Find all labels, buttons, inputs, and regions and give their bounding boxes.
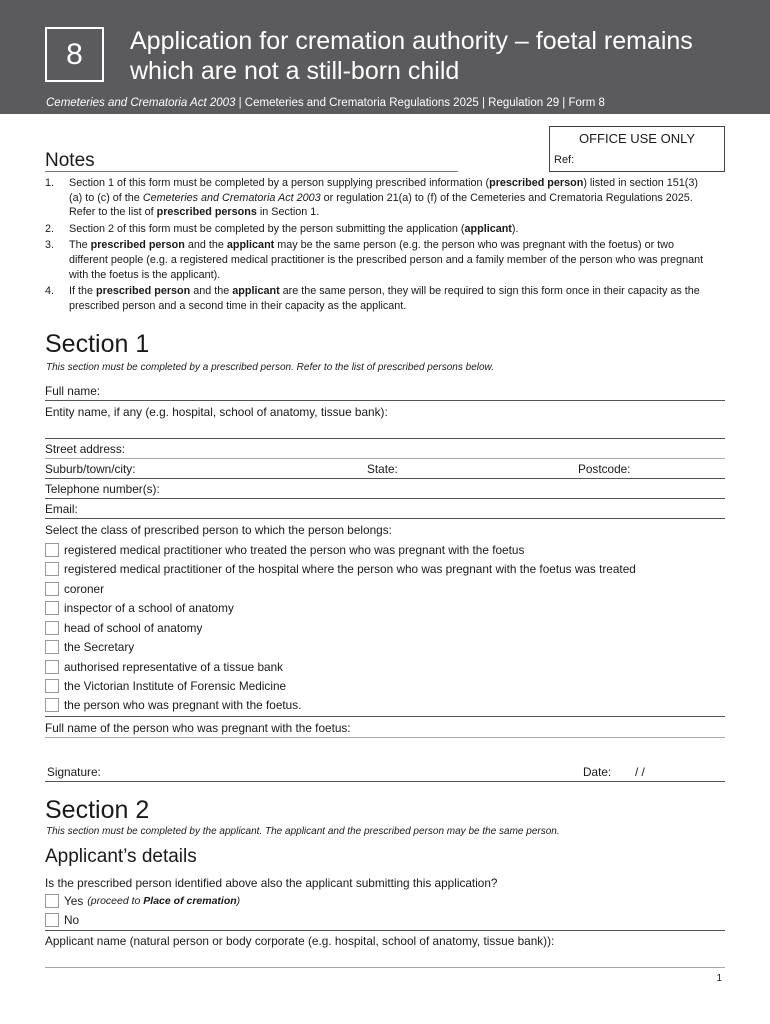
checkbox[interactable] [45,582,59,596]
no-option[interactable]: No [45,912,79,927]
signature-label: Signature: [47,765,101,779]
class-option[interactable]: the Victorian Institute of Forensic Medicine [45,678,286,693]
notes-divider [45,171,458,172]
checkbox[interactable] [45,913,59,927]
note-item: 2. Section 2 of this form must be completed by the person submitting the application (applicant). [45,222,519,235]
telephone-field[interactable] [45,482,725,499]
regulation-reference: | Cemeteries and Crematoria Regulations 2025 | Regulation 29 | Form 8 [235,97,605,109]
form-header [0,0,770,114]
section1-instruction: This section must be completed by a prescribed person. Refer to the list of prescribed persons below. [46,362,495,373]
section2-heading: Section 2 [45,796,150,824]
divider [45,930,725,931]
street-address-field[interactable] [45,442,725,459]
applicant-question: Is the prescribed person identified above also the applicant submitting this application? [45,876,498,890]
form-number-box: 8 [45,27,104,82]
class-option[interactable]: authorised representative of a tissue bank [45,659,283,674]
checkbox[interactable] [45,601,59,615]
full-name-field[interactable] [45,384,725,401]
applicant-name-label: Applicant name (natural person or body corporate (e.g. hospital, school of anatomy, tissue bank)): [45,934,555,948]
class-option[interactable]: head of school of anatomy [45,620,202,635]
note-item: 3. The prescribed person and the applicant may be the same person (e.g. the person who was pregnant with the foetus) or two different people (e.g. a registered medical practitioner is the prescribed person and a family member of the person who was pregnant with the foetus is the applicant). [45,239,704,281]
note-item: 4. If the prescribed person and the applicant are the same person, they will be required to sign this form once in their capacity as the prescribed person and a second time in their capacity as the applicant. [45,285,700,312]
office-ref-label: Ref: [554,154,575,166]
email-label: Email: [45,502,78,516]
email-field[interactable] [45,502,725,519]
pregnant-person-name-field[interactable] [45,721,725,738]
office-use-box [549,126,725,172]
checkbox[interactable] [45,640,59,654]
full-name-label: Full name: [45,384,101,398]
date-separators: / / [635,765,645,779]
class-option[interactable]: inspector of a school of anatomy [45,600,234,615]
office-use-title: OFFICE USE ONLY [578,131,696,146]
section1-heading: Section 1 [45,330,150,358]
pregnant-person-name-label: Full name of the person who was pregnant with the foetus: [45,721,351,735]
checkbox[interactable] [45,660,59,674]
date-label: Date: [583,765,612,779]
entity-name-field[interactable] [45,405,725,439]
divider [45,716,725,717]
state-label: State: [367,462,398,476]
class-prompt: Select the class of prescribed person to which the person belongs: [45,523,392,537]
signature-date-row[interactable] [45,765,725,782]
entity-name-label: Entity name, if any (e.g. hospital, school of anatomy, tissue bank): [45,405,388,419]
class-option[interactable]: the Secretary [45,639,134,654]
postcode-label: Postcode: [578,462,631,476]
notes-list [45,176,710,315]
class-option[interactable]: registered medical practitioner of the hospital where the person who was pregnant with the foetus was treated [45,561,636,576]
suburb-state-postcode-row[interactable] [45,462,725,479]
telephone-label: Telephone number(s): [45,482,160,496]
section2-instruction: This section must be completed by the applicant. The applicant and the prescribed person may be the same person. [46,826,560,837]
class-option[interactable]: registered medical practitioner who treated the person who was pregnant with the foetus [45,542,524,557]
note-item: 1. Section 1 of this form must be completed by a person supplying prescribed information (prescribed person) listed in section 151(3)(a) to (c) of the Cemeteries and Crematoria Act 2003 or regulation 21(a) to (f) of the Cemeteries and Crematoria Regulations 2025. Refer to the list of prescribed persons in Section 1. [45,177,698,219]
checkbox[interactable] [45,621,59,635]
yes-instruction: (proceed to Place of cremation) [87,894,241,907]
class-option[interactable]: coroner [45,581,104,596]
checkbox[interactable] [45,562,59,576]
checkbox[interactable] [45,543,59,557]
applicant-details-heading: Applicant’s details [45,846,197,867]
act-name: Cemeteries and Crematoria Act 2003 [46,97,236,109]
yes-option[interactable]: Yes (proceed to Place of cremation) [45,893,240,908]
checkbox[interactable] [45,679,59,693]
class-option[interactable]: the person who was pregnant with the foetus. [45,697,301,712]
street-address-label: Street address: [45,442,125,456]
notes-heading: Notes [45,150,95,171]
suburb-label: Suburb/town/city: [45,462,136,476]
checkbox[interactable] [45,698,59,712]
page-number: 1 [716,973,722,984]
checkbox[interactable] [45,894,59,908]
form-title: Application for cremation authority – foetal remains which are not a still-born child [130,27,693,85]
applicant-name-field[interactable] [45,934,725,968]
form-subtitle [46,97,605,109]
